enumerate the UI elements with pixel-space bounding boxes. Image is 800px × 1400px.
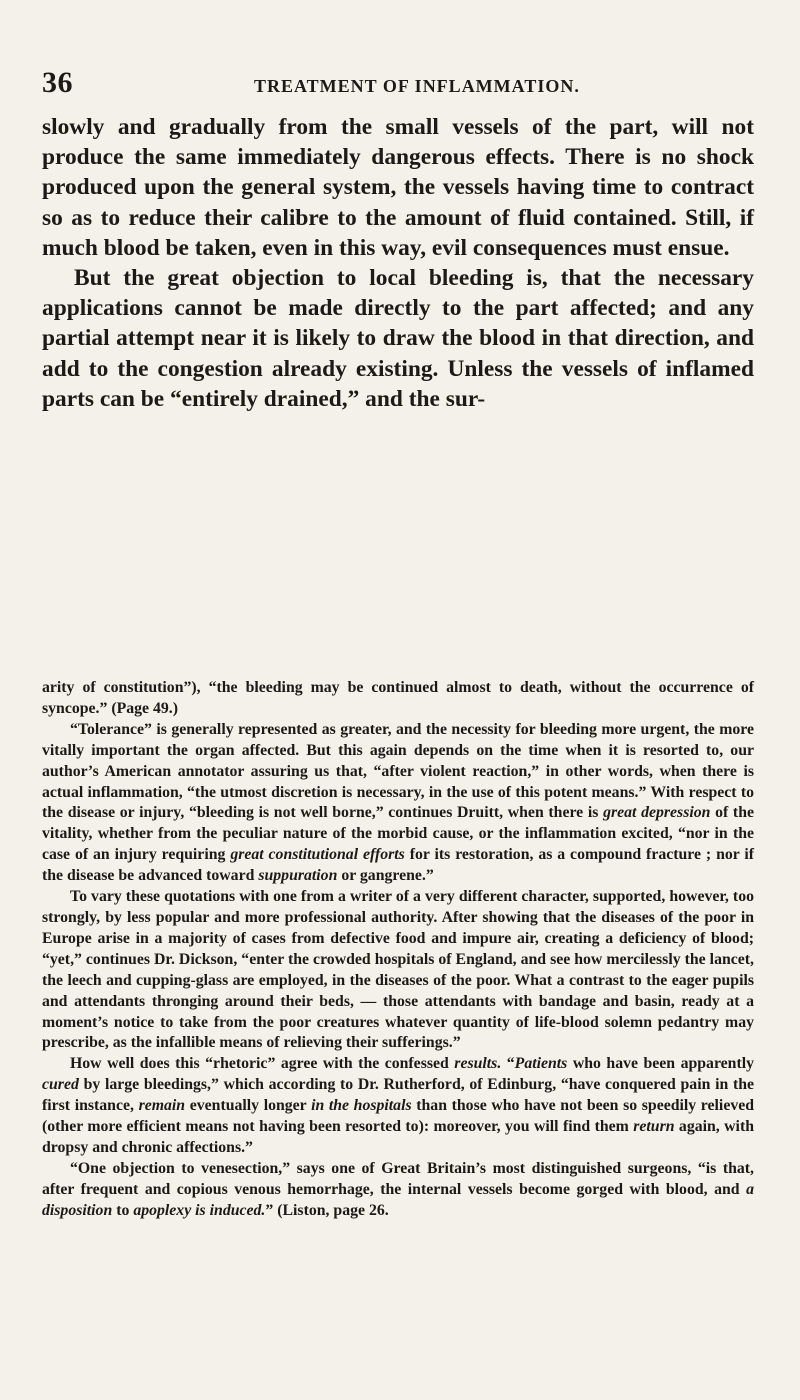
note-4-italic-1: results.	[454, 1055, 502, 1073]
main-text	[42, 112, 754, 414]
note-5-text-a: “One objection to venesection,” says one of Great Britain’s most distinguished surgeons, “is that, after frequent and copious venous hemorrhage, the internal vessels become gorged with blood, and	[42, 1159, 754, 1198]
note-2-italic-1: great depression	[603, 804, 711, 822]
note-3-text: To vary these quotations with one from a writer of a very different character, supported, however, too strongly, by less popular and more professional authority. After showing that the diseases of the poor in Europe arise in a majority of cases from defective food and impure air, creating a deficiency of blood; “yet,” continues Dr. Dickson, “enter the crowded hospitals of England, and see how mercilessly the lancet, the leech and cupping-glass are employed, in the diseases of the poor. What a contrast to the eager pupils and attendants thronging around their beds, — those attendants with bandage and basin, ready at a moment’s notice to take from the poor creatures whatever quantity of life-blood solemn pedantry may prescribe, as the infallible means of relieving their sufferings.”	[42, 888, 754, 1052]
note-4-text-b: who have been apparently	[572, 1055, 755, 1073]
note-paragraph-1	[42, 678, 754, 720]
note-paragraph-2	[42, 720, 754, 887]
page-number: 36	[42, 66, 73, 99]
note-4-text-f: again, with dropsy and chronic affections.”	[42, 1118, 754, 1156]
note-1-text: arity of constitution”), “the bleeding may be continued almost to death, without the occurrence of syncope.” (Page 49.)	[42, 679, 754, 717]
note-4-open-quote: “	[506, 1055, 515, 1073]
note-paragraph-5	[42, 1159, 754, 1222]
note-2-text-b: of the vitality, whether from the peculiar nature of the morbid cause, or the inflammation excited, “nor in the case of an injury requiring	[42, 804, 754, 864]
note-5-text-c: ” (Liston, page 26.	[265, 1201, 389, 1219]
note-2-italic-3: suppuration	[258, 867, 338, 885]
note-4-italic-4: remain	[138, 1097, 186, 1115]
note-paragraph-4	[42, 1054, 754, 1159]
note-4-text-c: by large bleedings,” which according to Dr. Rutherford, of Edinburg, “have conquered pain in the first instance,	[42, 1076, 755, 1115]
note-5-text-b: to	[116, 1201, 130, 1219]
note-5-italic-2: apoplexy is induced.	[133, 1201, 266, 1219]
note-2-text-c: for its restoration, as a compound fracture ; nor if the disease be advanced toward	[42, 846, 755, 885]
running-head: TREATMENT OF INFLAMMATION.	[254, 76, 580, 96]
note-4-italic-5: in the hospitals	[311, 1097, 412, 1115]
note-4-italic-3: cured	[42, 1076, 79, 1094]
page-header	[42, 66, 754, 106]
note-4-italic-2: Patients	[514, 1055, 568, 1073]
note-4-text-a: How well does this “rhetoric” agree with the confessed	[70, 1055, 449, 1073]
note-2-text-d: or gangrene.”	[341, 867, 434, 885]
main-paragraph-2: But the great objection to local bleeding is, that the necessary applications cannot be made directly to the part affected; and any partial attempt near it is likely to draw the blood in that direction, and add to the congestion already existing. Unless the vessels of inflamed parts can be “entirely drained,” and the sur-	[42, 265, 754, 412]
note-5-italic-1: a disposition	[42, 1180, 755, 1219]
note-4-text-e: than those who have not been so speedily relieved (other more efficient means not having been resorted to): moreover, you will find them	[42, 1097, 755, 1136]
note-2-text-a: “Tolerance” is generally represented as greater, and the necessity for bleeding more urgent, the more vitally important the organ affected. But this again depends on the time when it is resorted to, our author’s American annotator assuring us that, “after violent reaction,” in other words, when there is actual inflammation, “the utmost discretion is necessary, in the use of this potent means.” With respect to the disease or injury, “bleeding is not well borne,” continues Druitt, when there is	[42, 720, 754, 822]
footnotes	[42, 678, 754, 1222]
note-4-text-d: eventually longer	[189, 1097, 307, 1115]
note-2-italic-2: great constitutional efforts	[230, 846, 405, 864]
main-paragraph-1: slowly and gradually from the small vessels of the part, will not produce the same immediately dangerous effects. There is no shock produced upon the general system, the vessels having time to contract so as to reduce their calibre to the amount of fluid contained. Still, if much blood be taken, even in this way, evil consequences must ensue.	[42, 114, 754, 261]
note-paragraph-3	[42, 887, 754, 1054]
note-4-italic-6: return	[633, 1118, 675, 1136]
